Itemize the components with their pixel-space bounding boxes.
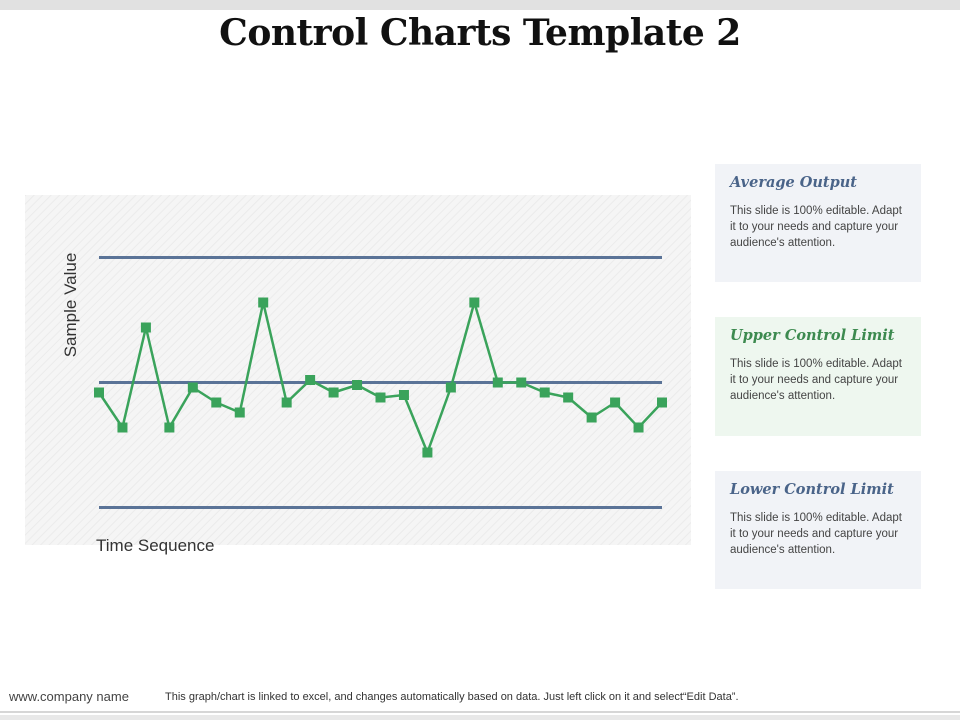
footer-bar <box>0 715 960 720</box>
data-point[interactable] <box>329 388 339 398</box>
data-point[interactable] <box>305 375 315 385</box>
data-point[interactable] <box>235 408 245 418</box>
data-point[interactable] <box>188 383 198 393</box>
data-point[interactable] <box>141 323 151 333</box>
plot-background <box>25 195 691 545</box>
upper-control-limit-title: Upper Control Limit <box>730 327 895 344</box>
data-point[interactable] <box>610 398 620 408</box>
data-point[interactable] <box>469 298 479 308</box>
company-name: www.company name <box>9 689 129 704</box>
data-point[interactable] <box>634 423 644 433</box>
chart-svg <box>25 195 691 545</box>
page-title: Control Charts Template 2 <box>219 12 741 54</box>
data-point[interactable] <box>211 398 221 408</box>
lower-control-limit-card <box>715 471 921 589</box>
data-point[interactable] <box>282 398 292 408</box>
lower-control-limit-title: Lower Control Limit <box>730 481 894 498</box>
average-output-card <box>715 164 921 282</box>
data-point[interactable] <box>422 448 432 458</box>
upper-control-limit-text: This slide is 100% editable. Adapt it to your needs and capture your audience's attention. <box>730 358 902 402</box>
data-point[interactable] <box>563 393 573 403</box>
footer-note: This graph/chart is linked to excel, and changes automatically based on data. Just left click on it and select“Edit Data”. <box>165 691 739 703</box>
upper-control-limit-card <box>715 317 921 436</box>
data-point[interactable] <box>446 383 456 393</box>
data-point[interactable] <box>657 398 667 408</box>
data-point[interactable] <box>164 423 174 433</box>
lower-control-limit-text: This slide is 100% editable. Adapt it to your needs and capture your audience's attention. <box>730 512 902 556</box>
data-point[interactable] <box>258 298 268 308</box>
data-point[interactable] <box>376 393 386 403</box>
data-point[interactable] <box>516 378 526 388</box>
data-point[interactable] <box>117 423 127 433</box>
footer-divider <box>0 711 960 713</box>
x-axis-label: Time Sequence <box>96 536 215 555</box>
y-axis-label: Sample Value <box>61 252 80 358</box>
data-point[interactable] <box>587 413 597 423</box>
data-point[interactable] <box>94 388 104 398</box>
average-output-text: This slide is 100% editable. Adapt it to your needs and capture your audience's attention. <box>730 205 902 249</box>
data-point[interactable] <box>352 380 362 390</box>
data-point[interactable] <box>493 378 503 388</box>
control-chart[interactable] <box>25 195 691 545</box>
data-point[interactable] <box>399 390 409 400</box>
top-bar <box>0 0 960 10</box>
data-point[interactable] <box>540 388 550 398</box>
average-output-title: Average Output <box>730 174 858 191</box>
